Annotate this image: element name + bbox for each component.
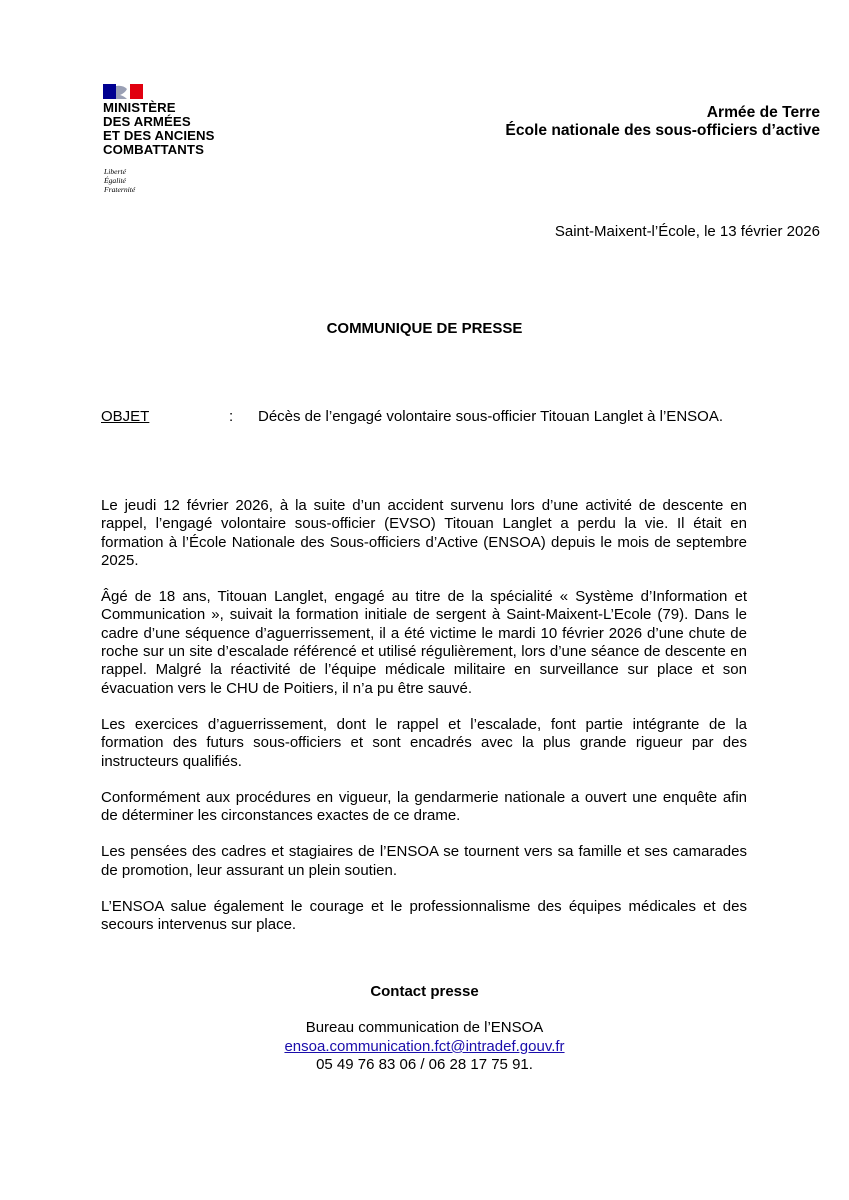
- issuer-school: École nationale des sous-officiers d’active: [505, 122, 820, 139]
- issuer-header: [505, 104, 820, 140]
- body-paragraph: Âgé de 18 ans, Titouan Langlet, engagé au titre de la spécialité « Système d’Information et Communication », suivait la formation initiale de sergent à Saint-Maixent-L’Ecole (79). Dans le cadre d’une séquence d’aguerrissement, il a été victime le mardi 10 février 2026 d’une chute de roche sur un site d’escalade référencé et utilisé régulièrement, lors d’une séance de descente en rappel. Malgré la réactivité de l’équipe médicale militaire en surveillance sur place et son évacuation vers le CHU de Poitiers, il n’a pu être sauvé.: [101, 588, 747, 697]
- marianne-flag-icon: [103, 84, 143, 99]
- body-paragraph: Le jeudi 12 février 2026, à la suite d’un accident survenu lors d’une activité de descente en rappel, l’engagé volontaire sous-officier (EVSO) Titouan Langlet a perdu la vie. Il était en formation à l’École Nationale des Sous-officiers d’Active (ENSOA) depuis le mois de septembre 2025.: [101, 497, 747, 569]
- body-paragraph: Conformément aux procédures en vigueur, la gendarmerie nationale a ouvert une enquête afin de déterminer les circonstances exactes de ce drame.: [101, 788, 747, 825]
- contact-bureau: Bureau communication de l’ENSOA: [305, 1019, 544, 1037]
- contact-phones: 05 49 76 83 06 / 06 28 17 75 91.: [316, 1056, 533, 1074]
- press-contact: [0, 983, 849, 1075]
- ministry-line: MINISTÈRE: [103, 100, 176, 115]
- republic-motto: [104, 167, 135, 195]
- ministry-line: ET DES ANCIENS: [103, 128, 215, 143]
- contact-title: Contact presse: [370, 983, 479, 1000]
- body-paragraph: L’ENSOA salue également le courage et le professionnalisme des équipes médicales et des secours intervenus sur place.: [101, 898, 747, 934]
- contact-email-link[interactable]: ensoa.communication.fct@intradef.gouv.fr: [284, 1037, 565, 1055]
- subject-colon: :: [229, 408, 234, 425]
- subject-label: OBJET: [101, 408, 150, 425]
- motto-line: Égalité: [104, 176, 126, 186]
- place-date: Saint-Maixent-l’École, le 13 février 2026: [554, 223, 820, 240]
- ministry-line: DES ARMÉES: [103, 114, 191, 129]
- motto-line: Liberté: [104, 167, 126, 176]
- ministry-line: COMBATTANTS: [103, 142, 204, 157]
- motto-line: Fraternité: [104, 185, 136, 195]
- issuer-army: Armée de Terre: [706, 104, 820, 121]
- body-paragraph: Les exercices d’aguerrissement, dont le rappel et l’escalade, font partie intégrante de la formation des futurs sous-officiers et sont encadrés avec la plus grande rigueur par des instructeurs qualifiés.: [101, 715, 747, 770]
- document-title: COMMUNIQUE DE PRESSE: [326, 320, 523, 337]
- body-paragraph: Les pensées des cadres et stagiaires de l’ENSOA se tournent vers sa famille et ses camarades de promotion, leur assurant un plein soutien.: [101, 843, 747, 879]
- press-release-body: [101, 497, 747, 953]
- subject-text: Décès de l’engagé volontaire sous-officier Titouan Langlet à l’ENSOA.: [258, 408, 723, 425]
- ministry-name: [103, 101, 303, 157]
